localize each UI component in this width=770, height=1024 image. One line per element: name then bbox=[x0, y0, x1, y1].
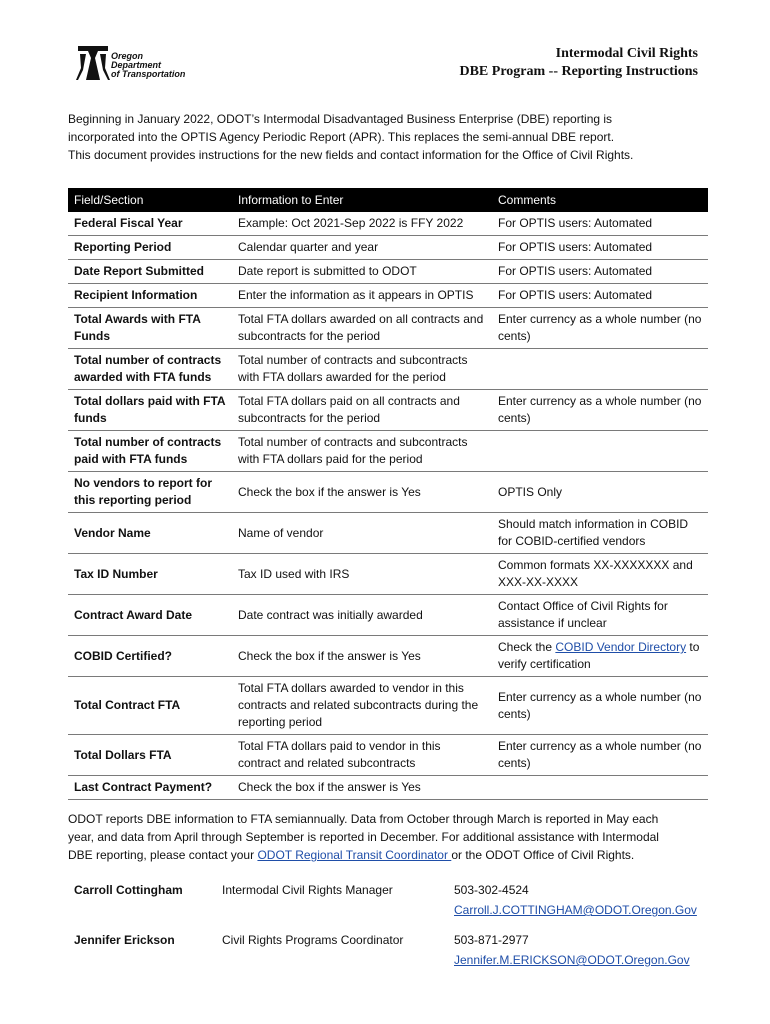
comment-cell: Enter currency as a whole number (no cents) bbox=[492, 735, 708, 776]
field-cell: Date Report Submitted bbox=[68, 260, 232, 284]
cobid-vendor-directory-link[interactable]: COBID Vendor Directory bbox=[555, 640, 687, 654]
table-row bbox=[68, 677, 708, 735]
field-cell: Total number of contracts paid with FTA funds bbox=[68, 431, 232, 472]
field-cell: Total Dollars FTA bbox=[68, 735, 232, 776]
logo-text bbox=[111, 52, 185, 79]
info-cell: Check the box if the answer is Yes bbox=[232, 776, 492, 800]
table-row bbox=[68, 636, 708, 677]
table-row bbox=[68, 431, 708, 472]
table-row bbox=[68, 595, 708, 636]
field-cell: Last Contract Payment? bbox=[68, 776, 232, 800]
comment-cell: Enter currency as a whole number (no cents) bbox=[492, 390, 708, 431]
info-cell: Total FTA dollars paid to vendor in this contract and related subcontracts bbox=[232, 735, 492, 776]
contact-role: Intermodal Civil Rights Manager bbox=[222, 883, 393, 897]
contact-phone: 503-302-4524 bbox=[454, 883, 529, 897]
table-row bbox=[68, 735, 708, 776]
contact-email-link[interactable]: Carroll.J.COTTINGHAM@ODOT.Oregon.Gov bbox=[454, 903, 697, 917]
comment-cell: Enter currency as a whole number (no cents) bbox=[492, 677, 708, 735]
outro-line3-prefix: DBE reporting, please contact your bbox=[68, 848, 258, 862]
table-row bbox=[68, 390, 708, 431]
info-cell: Total FTA dollars awarded on all contracts and subcontracts for the period bbox=[232, 308, 492, 349]
info-cell: Check the box if the answer is Yes bbox=[232, 472, 492, 513]
document-title bbox=[459, 45, 698, 81]
field-cell: Total number of contracts awarded with FTA funds bbox=[68, 349, 232, 390]
outro-line1: ODOT reports DBE information to FTA semiannually. Data from October through March is reported in May each bbox=[68, 812, 659, 826]
comment-cell: For OPTIS users: Automated bbox=[492, 260, 708, 284]
comment-cell: Common formats XX-XXXXXXX and XXX-XX-XXXX bbox=[492, 554, 708, 595]
info-cell: Example: Oct 2021-Sep 2022 is FFY 2022 bbox=[232, 212, 492, 236]
logo-org-line3: of Transportation bbox=[111, 69, 186, 79]
table-row bbox=[68, 308, 708, 349]
field-cell: Total Awards with FTA Funds bbox=[68, 308, 232, 349]
field-cell: Vendor Name bbox=[68, 513, 232, 554]
info-cell: Tax ID used with IRS bbox=[232, 554, 492, 595]
field-cell: Recipient Information bbox=[68, 284, 232, 308]
info-cell: Total FTA dollars paid on all contracts and subcontracts for the period bbox=[232, 390, 492, 431]
logo-org-line1: Oregon bbox=[111, 51, 144, 61]
field-cell: COBID Certified? bbox=[68, 636, 232, 677]
field-cell: Total dollars paid with FTA funds bbox=[68, 390, 232, 431]
contact-phone: 503-871-2977 bbox=[454, 933, 529, 947]
contact-email-link[interactable]: Jennifer.M.ERICKSON@ODOT.Oregon.Gov bbox=[454, 953, 690, 967]
header-field: Field/Section bbox=[68, 188, 232, 212]
info-cell: Total number of contracts and subcontracts with FTA dollars awarded for the period bbox=[232, 349, 492, 390]
intro-paragraph bbox=[68, 110, 708, 164]
title-line1: Intermodal Civil Rights bbox=[555, 46, 698, 61]
intro-line3: This document provides instructions for the new fields and contact information for the Office of Civil Rights. bbox=[68, 148, 634, 162]
header-comments: Comments bbox=[492, 188, 708, 212]
comment-cell bbox=[492, 636, 708, 677]
table-row bbox=[68, 554, 708, 595]
comment-cell: For OPTIS users: Automated bbox=[492, 212, 708, 236]
contact-name: Jennifer Erickson bbox=[74, 933, 175, 947]
odot-logo-icon bbox=[76, 44, 110, 82]
info-cell: Date contract was initially awarded bbox=[232, 595, 492, 636]
field-cell: Contract Award Date bbox=[68, 595, 232, 636]
table-row bbox=[68, 260, 708, 284]
intro-line2: incorporated into the OPTIS Agency Periodic Report (APR). This replaces the semi-annual DBE report. bbox=[68, 130, 615, 144]
comment-cell bbox=[492, 431, 708, 472]
outro-line3-suffix: or the ODOT Office of Civil Rights. bbox=[451, 848, 635, 862]
odot-logo bbox=[76, 44, 196, 84]
outro-line3 bbox=[68, 846, 708, 864]
field-cell: No vendors to report for this reporting period bbox=[68, 472, 232, 513]
transit-coordinator-link[interactable]: ODOT Regional Transit Coordinator bbox=[257, 848, 452, 862]
info-cell: Enter the information as it appears in OPTIS bbox=[232, 284, 492, 308]
comment-prefix: Check the bbox=[498, 640, 556, 654]
table-row bbox=[68, 472, 708, 513]
comment-cell: For OPTIS users: Automated bbox=[492, 236, 708, 260]
info-cell: Total FTA dollars awarded to vendor in this contracts and related subcontracts during the reporting period bbox=[232, 677, 492, 735]
info-cell: Name of vendor bbox=[232, 513, 492, 554]
comment-suffix: to verify certification bbox=[498, 640, 700, 671]
outro-line2: year, and data from April through September is reported in December. For additional assistance with Intermodal bbox=[68, 830, 659, 844]
contact-role: Civil Rights Programs Coordinator bbox=[222, 933, 404, 947]
table-row bbox=[68, 513, 708, 554]
instructions-table bbox=[68, 188, 708, 800]
field-cell: Federal Fiscal Year bbox=[68, 212, 232, 236]
comment-cell: OPTIS Only bbox=[492, 472, 708, 513]
contact-info bbox=[454, 880, 697, 920]
header-info: Information to Enter bbox=[232, 188, 492, 212]
contact-info bbox=[454, 930, 690, 970]
comment-cell: Should match information in COBID for COBID-certified vendors bbox=[492, 513, 708, 554]
comment-cell: Contact Office of Civil Rights for assistance if unclear bbox=[492, 595, 708, 636]
info-cell: Calendar quarter and year bbox=[232, 236, 492, 260]
title-line2: DBE Program -- Reporting Instructions bbox=[459, 64, 698, 79]
outro-paragraph bbox=[68, 810, 708, 864]
info-cell: Check the box if the answer is Yes bbox=[232, 636, 492, 677]
field-cell: Reporting Period bbox=[68, 236, 232, 260]
field-cell: Tax ID Number bbox=[68, 554, 232, 595]
comment-cell: Enter currency as a whole number (no cents) bbox=[492, 308, 708, 349]
table-row bbox=[68, 349, 708, 390]
table-header-row bbox=[68, 188, 708, 212]
intro-line1: Beginning in January 2022, ODOT’s Intermodal Disadvantaged Business Enterprise (DBE) reporting is bbox=[68, 112, 613, 126]
table-row bbox=[68, 284, 708, 308]
field-cell: Total Contract FTA bbox=[68, 677, 232, 735]
comment-cell bbox=[492, 349, 708, 390]
info-cell: Total number of contracts and subcontracts with FTA dollars paid for the period bbox=[232, 431, 492, 472]
logo-org-line2: Department bbox=[111, 60, 162, 70]
info-cell: Date report is submitted to ODOT bbox=[232, 260, 492, 284]
table-row bbox=[68, 236, 708, 260]
table-row bbox=[68, 212, 708, 236]
table-row bbox=[68, 776, 708, 800]
contact-name: Carroll Cottingham bbox=[74, 883, 183, 897]
comment-cell: For OPTIS users: Automated bbox=[492, 284, 708, 308]
comment-cell bbox=[492, 776, 708, 800]
